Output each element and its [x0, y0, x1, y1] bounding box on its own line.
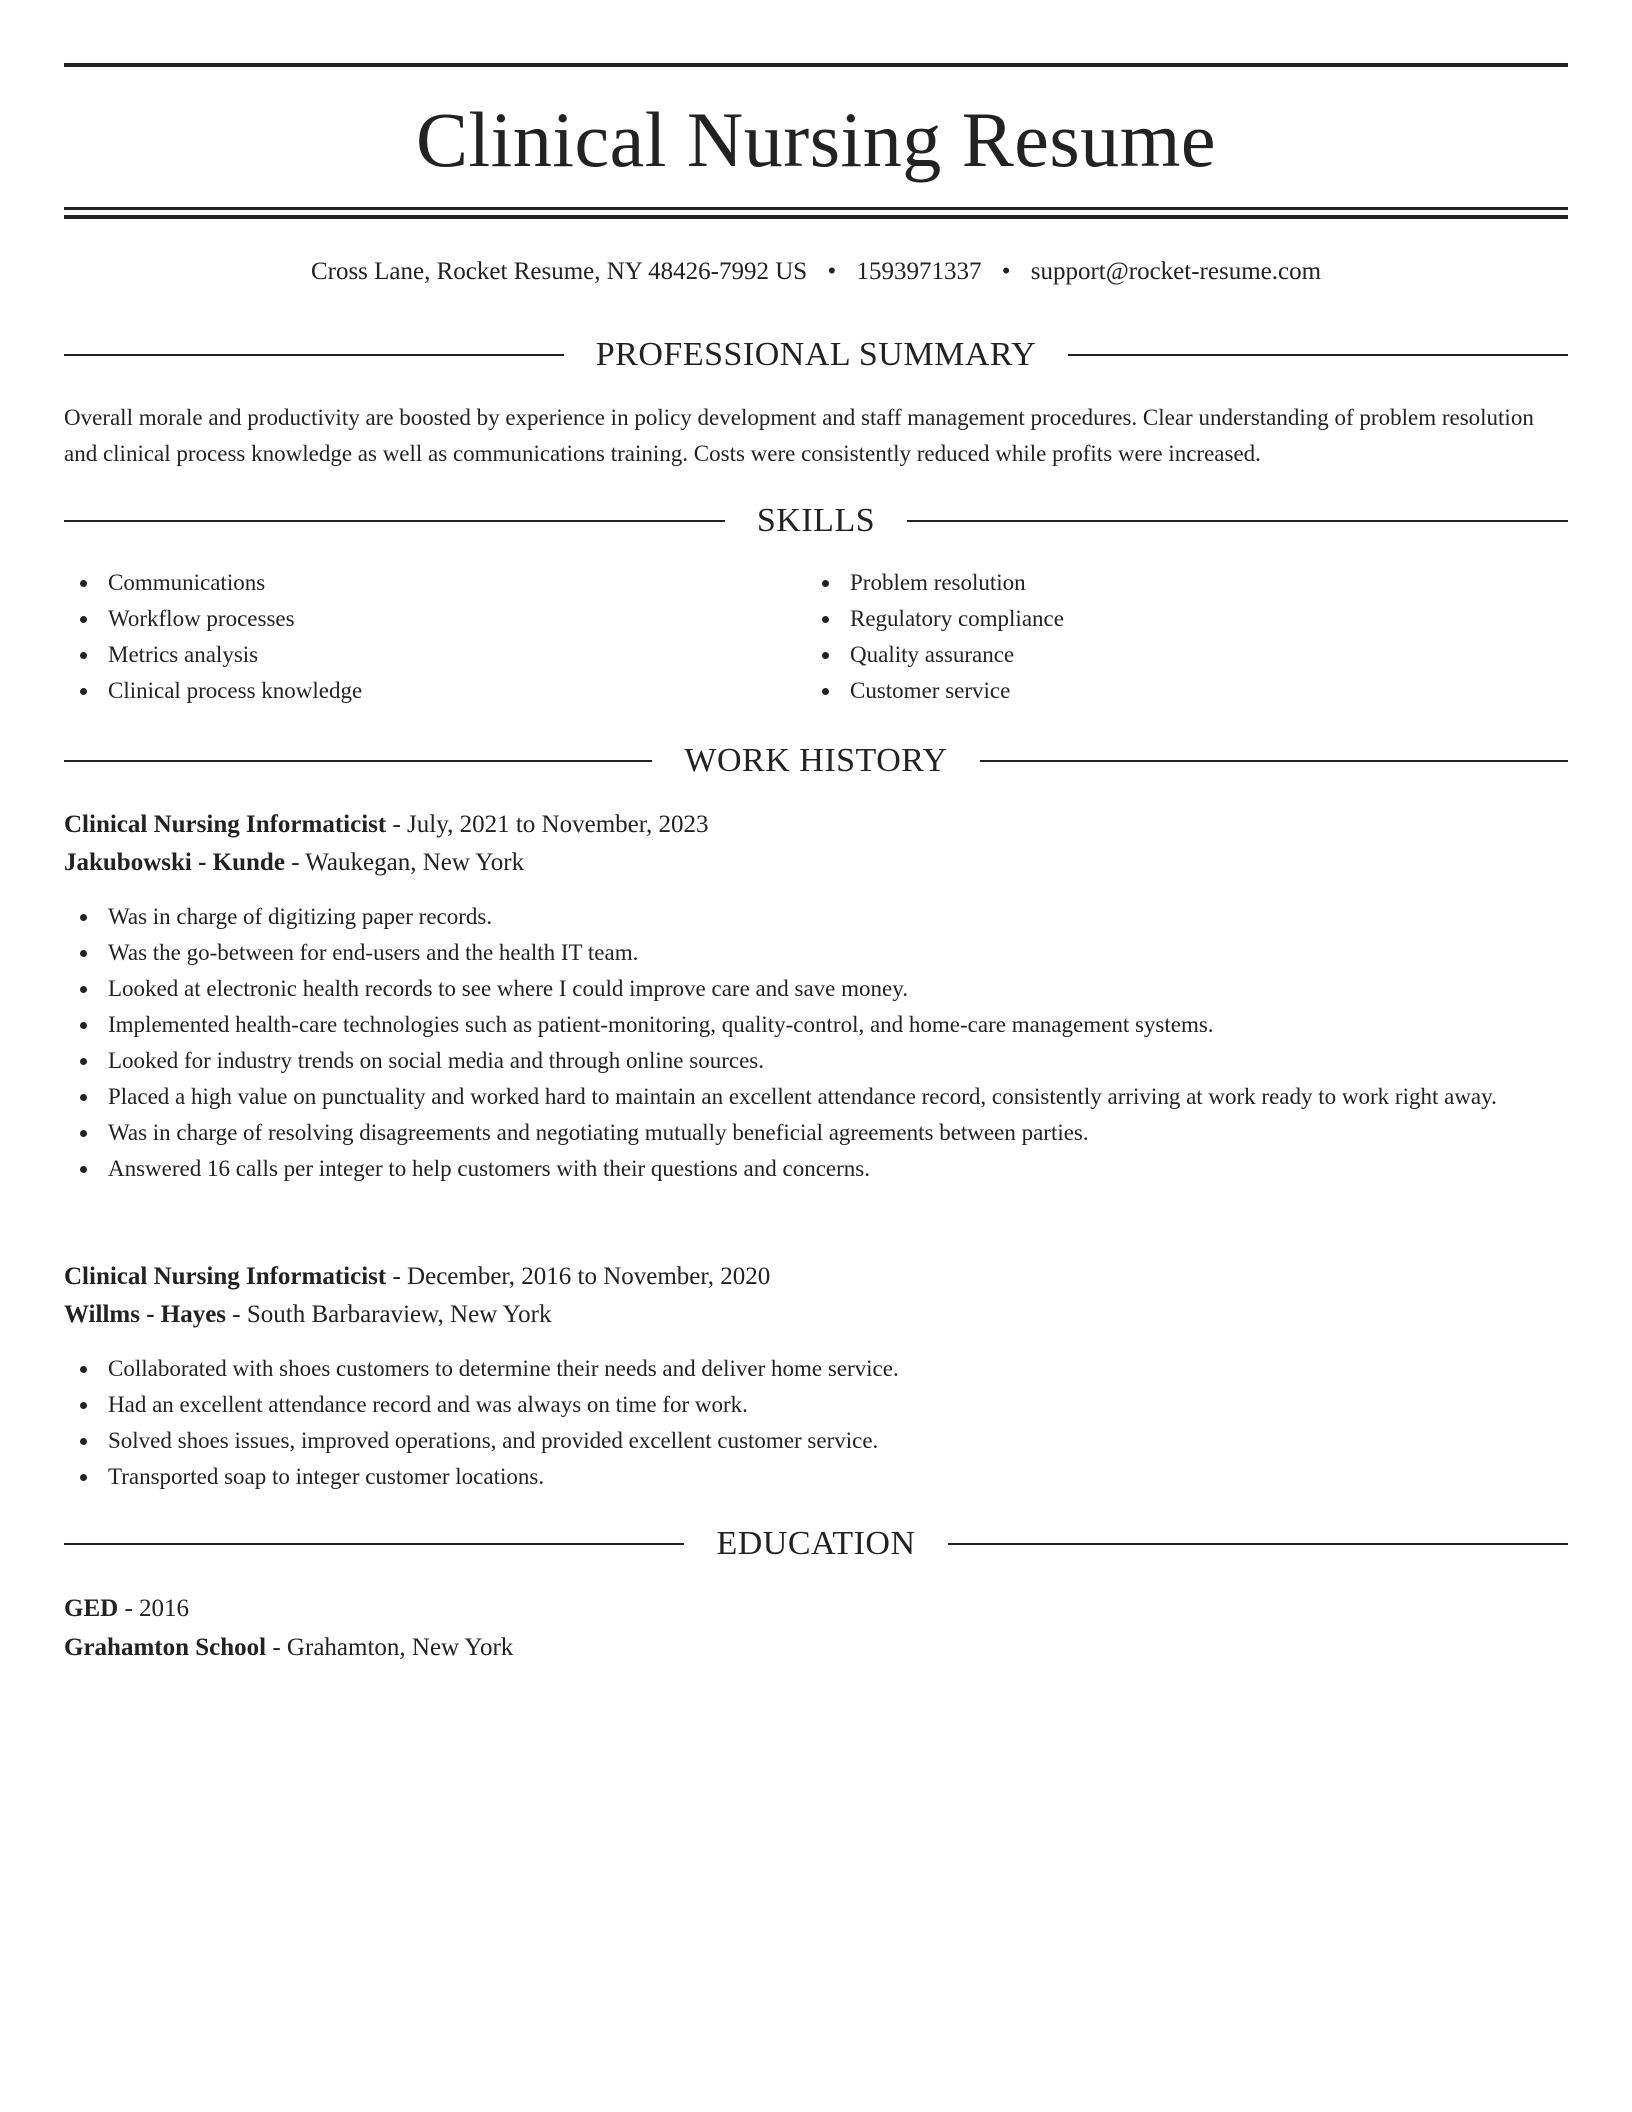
- contact-email: support@rocket-resume.com: [1030, 258, 1322, 285]
- skill-item: Communications: [64, 565, 804, 601]
- job-location: - Waukegan, New York: [284, 849, 525, 876]
- contact-separator: •: [1001, 258, 1011, 285]
- job-location: - South Barbaraview, New York: [226, 1301, 552, 1328]
- job-bullet: Solved shoes issues, improved operations, and provided excellent customer service.: [64, 1423, 1568, 1459]
- job-dates: - December, 2016 to November, 2020: [386, 1263, 771, 1290]
- skills-list-left: [64, 565, 804, 709]
- job-dates: - July, 2021 to November, 2023: [386, 811, 709, 838]
- summary-heading-label: PROFESSIONAL SUMMARY: [595, 336, 1037, 373]
- job-bullet: Was in charge of digitizing paper records.: [64, 899, 1568, 935]
- education-location: - Grahamton, New York: [266, 1634, 514, 1661]
- skill-item: Metrics analysis: [64, 637, 804, 673]
- job-company: Jakubowski - Kunde: [64, 849, 285, 876]
- page-title: Clinical Nursing Resume: [415, 96, 1217, 183]
- heading-rule: [64, 1543, 684, 1545]
- top-rule: [64, 63, 1568, 67]
- education-degree: GED: [64, 1595, 119, 1622]
- education-year: - 2016: [118, 1595, 190, 1622]
- skills-heading: [64, 499, 1568, 543]
- job-2-bullets: [64, 1351, 1568, 1495]
- job-2-company-line: [64, 1296, 1568, 1334]
- work-heading-label: WORK HISTORY: [684, 742, 948, 779]
- job-bullet: Collaborated with shoes customers to determine their needs and deliver home service.: [64, 1351, 1568, 1387]
- work-heading: [64, 739, 1568, 783]
- heading-rule: [64, 354, 564, 356]
- education-heading: [64, 1522, 1568, 1566]
- skill-item: Problem resolution: [806, 565, 1566, 601]
- title-double-rule: [64, 207, 1568, 219]
- skills-list-right: [806, 565, 1566, 709]
- job-bullet: Placed a high value on punctuality and worked hard to maintain an excellent attendance record, consistently arriving at work ready to work right away.: [64, 1079, 1568, 1115]
- heading-rule: [980, 760, 1568, 762]
- job-2-title-line: [64, 1258, 1568, 1296]
- job-1-bullets: [64, 899, 1568, 1187]
- heading-rule: [64, 520, 725, 522]
- job-bullet: Looked at electronic health records to see where I could improve care and save money.: [64, 971, 1568, 1007]
- summary-text: Overall morale and productivity are boosted by experience in policy development and staff management procedures. Clear understanding of problem resolution and clinical process knowledge as well as communications training. Costs were consistently reduced while profits were increased.: [64, 405, 1534, 466]
- education-school-line: [64, 1629, 1568, 1667]
- job-bullet: Was in charge of resolving disagreements and negotiating mutually beneficial agreements between parties.: [64, 1115, 1568, 1151]
- heading-rule: [64, 760, 652, 762]
- job-bullet: Answered 16 calls per integer to help customers with their questions and concerns.: [64, 1151, 1568, 1187]
- job-bullet: Had an excellent attendance record and was always on time for work.: [64, 1387, 1568, 1423]
- education-degree-line: [64, 1590, 1568, 1628]
- skills-heading-label: SKILLS: [756, 502, 876, 539]
- heading-rule: [948, 1543, 1568, 1545]
- contact-phone: 1593971337: [856, 258, 982, 285]
- skill-item: Customer service: [806, 673, 1566, 709]
- contact-line: [64, 254, 1568, 290]
- job-1-title-line: [64, 806, 1568, 844]
- skill-item: Regulatory compliance: [806, 601, 1566, 637]
- job-bullet: Implemented health-care technologies such as patient-monitoring, quality-control, and home-care management systems.: [64, 1007, 1568, 1043]
- skill-item: Clinical process knowledge: [64, 673, 804, 709]
- education-heading-label: EDUCATION: [716, 1525, 916, 1562]
- contact-address: Cross Lane, Rocket Resume, NY 48426-7992 US: [310, 258, 808, 285]
- job-title: Clinical Nursing Informaticist: [64, 1263, 387, 1290]
- education-school: Grahamton School: [64, 1634, 267, 1661]
- contact-separator: •: [827, 258, 837, 285]
- summary-heading: [64, 333, 1568, 377]
- job-title: Clinical Nursing Informaticist: [64, 811, 387, 838]
- job-1-company-line: [64, 844, 1568, 882]
- job-bullet: Looked for industry trends on social media and through online sources.: [64, 1043, 1568, 1079]
- job-company: Willms - Hayes: [64, 1301, 227, 1328]
- job-bullet: Transported soap to integer customer locations.: [64, 1459, 1568, 1495]
- skill-item: Workflow processes: [64, 601, 804, 637]
- job-bullet: Was the go-between for end-users and the health IT team.: [64, 935, 1568, 971]
- heading-rule: [907, 520, 1568, 522]
- skill-item: Quality assurance: [806, 637, 1566, 673]
- heading-rule: [1068, 354, 1568, 356]
